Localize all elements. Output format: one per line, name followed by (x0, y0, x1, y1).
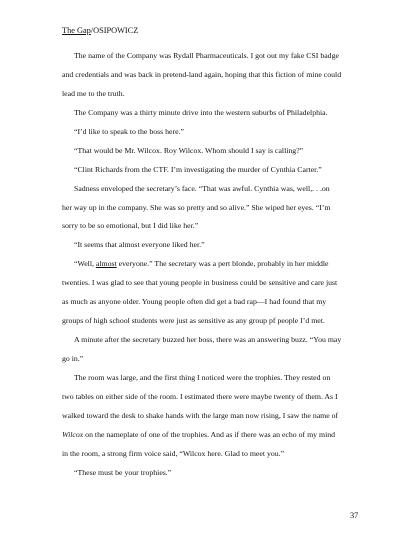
text-line (62, 199, 364, 218)
text-segment: “I’d like to speak to the boss here.” (74, 126, 184, 136)
text-line (62, 369, 364, 388)
text-line (62, 236, 364, 255)
text-line (62, 104, 364, 123)
text-line (62, 388, 364, 407)
italic-word: Wilcox (62, 429, 84, 439)
text-segment: The Company was a thirty minute drive into the western suburbs of Philadelphia. (74, 107, 328, 117)
text-segment: and credentials and was back in pretend-land again, hoping that this fiction of mine could (62, 69, 342, 79)
header-author: /OSIPOWICZ (90, 26, 139, 35)
text-segment: “Well, (74, 259, 96, 269)
text-segment: sorry to be so emotional, but I did like her.” (62, 221, 199, 231)
running-header (62, 26, 138, 36)
text-segment: go in.” (62, 354, 84, 363)
text-segment: in the room, a strong firm voice said, “Wilcox here. Glad to meet you.” (62, 448, 285, 458)
text-segment: her way up in the company. She was so pretty and so alive.” She wiped her eyes. “I’m (62, 202, 331, 212)
text-line (62, 407, 364, 426)
text-line (62, 142, 364, 161)
text-segment: “That would be Mr. Wilcox. Roy Wilcox. Whom should I say is calling?” (74, 145, 304, 155)
text-segment: The room was large, and the first thing I noticed were the trophies. They rested on (74, 372, 331, 382)
text-line (62, 274, 364, 293)
text-segment: “It seems that almost everyone liked her.” (74, 240, 205, 250)
text-line (62, 180, 364, 199)
text-line (62, 445, 364, 464)
text-segment: everyone.” The secretary was a pert blonde, probably in her middle (116, 259, 329, 269)
text-segment: lead me to the truth. (62, 88, 125, 98)
text-line (62, 47, 364, 66)
text-line (62, 217, 364, 236)
text-line (62, 312, 364, 331)
text-segment: groups of high school students were just as sensitive as any group pf people I’d met. (62, 316, 325, 326)
text-segment: twenties. I was glad to see that young people in business could be sensitive and care just (62, 278, 338, 288)
text-line (62, 66, 364, 85)
text-line (62, 123, 364, 142)
text-line (62, 293, 364, 312)
text-segment: Sadness enveloped the secretary’s face. “That was awful. Cynthia was, well,. . .on (74, 183, 330, 193)
page-number: 37 (350, 511, 359, 520)
text-line (62, 255, 364, 274)
body-text (62, 47, 364, 483)
text-line (62, 464, 364, 483)
text-segment: walked toward the desk to shake hands with the large man now rising, I saw the name of (62, 410, 339, 420)
underlined-word: almost (95, 259, 117, 269)
text-segment: two tables on either side of the room. I estimated there were maybe twenty of them. As I (62, 391, 338, 401)
text-line (62, 350, 364, 369)
text-line (62, 85, 364, 104)
text-segment: The name of the Company was Rydall Pharmaceuticals. I got out my fake CSI badge (74, 51, 339, 60)
text-line (62, 161, 364, 180)
text-segment: on the nameplate of one of the trophies. And as if there was an echo of my mind (83, 429, 336, 439)
text-line (62, 331, 364, 350)
text-segment: “These must be your trophies.” (74, 467, 172, 477)
header-title: The Gap (62, 26, 91, 35)
text-segment: “Clint Richards from the CTF. I’m investigating the murder of Cynthia Carter.” (74, 164, 322, 174)
text-segment: A minute after the secretary buzzed her boss, there was an answering buzz. “You may (74, 335, 342, 345)
text-line (62, 426, 364, 445)
text-segment: as much as anyone older. Young people often did get a bad rap—I had found that my (62, 297, 327, 307)
